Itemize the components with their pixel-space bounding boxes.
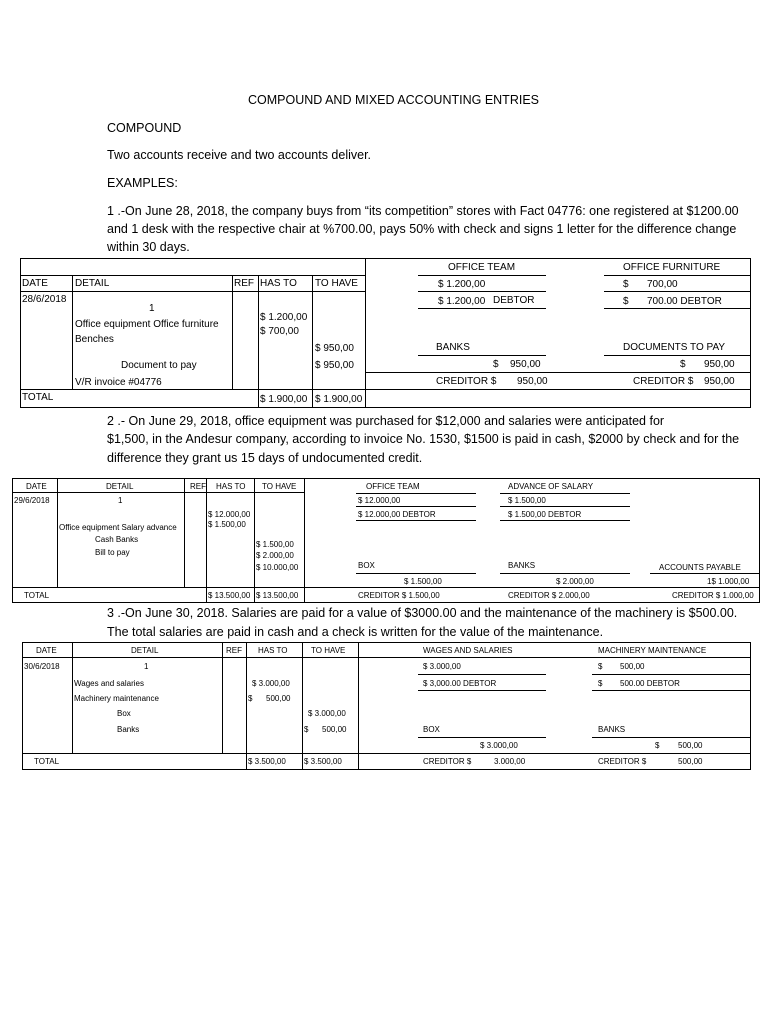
ex1-header-date: DATE bbox=[22, 278, 48, 289]
ex2-account-advance-salary: ADVANCE OF SALARY bbox=[508, 482, 594, 491]
ex3-box-creditor-value: 3.000,00 bbox=[494, 757, 526, 766]
ex3-banks-creditor-value: 500,00 bbox=[678, 757, 703, 766]
ex1-header-ref: REF bbox=[234, 278, 254, 289]
ex1-docs-creditor-value: 950,00 bbox=[704, 376, 735, 387]
ex2-header-to-have: TO HAVE bbox=[262, 482, 297, 491]
ex3-has-to-1: $ 3.000,00 bbox=[252, 679, 290, 688]
ex2-office-team-balance: $ 12.000,00 DEBTOR bbox=[358, 510, 436, 519]
ex2-text-line1: 2 .- On June 29, 2018, office equipment was purchased for $12,000 and salaries were anticipated for bbox=[107, 414, 665, 428]
ex1-furniture-balance: 700.00 DEBTOR bbox=[647, 296, 722, 307]
ex2-to-have-1: $ 1.500,00 bbox=[256, 540, 294, 549]
ex1-office-team-balance: $ 1.200,00 bbox=[438, 296, 486, 307]
ex2-detail-line2: Cash Banks bbox=[95, 535, 139, 544]
ex3-entry-number: 1 bbox=[144, 662, 149, 671]
ex1-banks-creditor-value: 950,00 bbox=[517, 376, 548, 387]
ex3-banks-dollar: $ bbox=[655, 741, 660, 750]
ex3-date: 30/6/2018 bbox=[24, 662, 60, 671]
ex1-account-documents-to-pay: DOCUMENTS TO PAY bbox=[623, 342, 726, 353]
ex3-has-to-2-dollar: $ bbox=[248, 694, 253, 703]
ex2-payable-value: 1$ 1.000,00 bbox=[707, 577, 750, 586]
ex3-maint-value: 500,00 bbox=[620, 662, 645, 671]
ex2-to-have-3: $ 10.000,00 bbox=[256, 563, 299, 572]
ex1-total-to-have: $ 1.900,00 bbox=[315, 394, 363, 405]
ex3-detail-line3: Box bbox=[117, 709, 131, 718]
ex1-detail-line1: Office equipment Office furniture bbox=[75, 319, 219, 330]
ex3-wages-value: $ 3.000,00 bbox=[423, 662, 461, 671]
ex3-account-box: BOX bbox=[423, 725, 440, 734]
ex2-has-to-1: $ 12.000,00 bbox=[208, 510, 251, 519]
ex2-text-line2: $1,500, in the Andesur company, according to invoice No. 1530, $1500 is paid in cash, $2000 by check and for the bbox=[107, 432, 740, 446]
ex1-detail-line4: V/R invoice #04776 bbox=[75, 377, 162, 388]
ex3-detail-line1: Wages and salaries bbox=[74, 679, 144, 688]
ex2-has-to-2: $ 1.500,00 bbox=[208, 520, 246, 529]
ex2-box-value: $ 1.500,00 bbox=[404, 577, 442, 586]
ex2-text-line3: difference they grant us 15 days of undocumented credit. bbox=[107, 451, 423, 465]
ex3-total-has-to: $ 3.500,00 bbox=[248, 757, 286, 766]
ex3-maint-balance: 500.00 DEBTOR bbox=[620, 679, 680, 688]
ex1-docs-dollar: $ bbox=[680, 359, 686, 370]
ex1-to-have-1: $ 950,00 bbox=[315, 343, 354, 354]
ex1-date: 28/6/2018 bbox=[22, 294, 67, 305]
ex3-header-date: DATE bbox=[36, 646, 57, 655]
ex1-has-to-2: $ 700,00 bbox=[260, 326, 299, 337]
ex2-account-accounts-payable: ACCOUNTS PAYABLE bbox=[659, 563, 741, 572]
section-heading: COMPOUND bbox=[107, 121, 182, 135]
ex2-payable-creditor: CREDITOR $ 1.000,00 bbox=[672, 591, 754, 600]
ex2-detail-line3: Bill to pay bbox=[95, 548, 130, 557]
ex1-total-has-to: $ 1.900,00 bbox=[260, 394, 308, 405]
ex1-to-have-2: $ 950,00 bbox=[315, 360, 354, 371]
ex3-maint-dollar1: $ bbox=[598, 662, 603, 671]
ex3-account-machinery-maintenance: MACHINERY MAINTENANCE bbox=[598, 646, 707, 655]
ex2-header-date: DATE bbox=[26, 482, 47, 491]
ex3-to-have-2-dollar: $ bbox=[304, 725, 309, 734]
examples-label: EXAMPLES: bbox=[107, 176, 178, 190]
ex1-header-to-have: TO HAVE bbox=[315, 278, 358, 289]
ex2-total-label: TOTAL bbox=[24, 591, 50, 600]
ex1-docs-creditor: CREDITOR $ bbox=[633, 376, 694, 387]
ex1-header-detail: DETAIL bbox=[75, 278, 110, 289]
ex2-banks-creditor: CREDITOR $ 2.000,00 bbox=[508, 591, 590, 600]
ex3-box-value: $ 3.000,00 bbox=[480, 741, 518, 750]
ex3-total-label: TOTAL bbox=[34, 757, 60, 766]
ex3-detail-line4: Banks bbox=[117, 725, 140, 734]
ex1-banks-dollar: $ bbox=[493, 359, 499, 370]
page-title: COMPOUND AND MIXED ACCOUNTING ENTRIES bbox=[248, 93, 539, 107]
ex2-account-banks: BANKS bbox=[508, 561, 536, 570]
ex2-account-box: BOX bbox=[358, 561, 375, 570]
ex1-banks-value: 950,00 bbox=[510, 359, 541, 370]
ex3-to-have-2: 500,00 bbox=[322, 725, 347, 734]
ex2-advance-value: $ 1.500,00 bbox=[508, 496, 546, 505]
ex1-has-to-1: $ 1.200,00 bbox=[260, 312, 308, 323]
ex3-header-has-to: HAS TO bbox=[258, 646, 288, 655]
ex3-account-wages-salaries: WAGES AND SALARIES bbox=[423, 646, 513, 655]
ex3-to-have-1: $ 3.000,00 bbox=[308, 709, 346, 718]
ex3-header-to-have: TO HAVE bbox=[311, 646, 346, 655]
ex1-text-line1: 1 .-On June 28, 2018, the company buys from “its competition” stores with Fact 04776: one registered at $1200.00 bbox=[107, 204, 739, 218]
ex3-text-line1: 3 .-On June 30, 2018. Salaries are paid for a value of $3000.00 and the maintenance of the machinery is $500.00. bbox=[107, 606, 738, 620]
ex3-detail-line2: Machinery maintenance bbox=[74, 694, 159, 703]
intro-text: Two accounts receive and two accounts deliver. bbox=[107, 148, 372, 162]
ex2-header-detail: DETAIL bbox=[106, 482, 134, 491]
ex1-detail-line3: Document to pay bbox=[121, 360, 197, 371]
ex2-banks-value: $ 2.000,00 bbox=[556, 577, 594, 586]
ex2-entry-number: 1 bbox=[118, 496, 123, 505]
ex2-total-to-have: $ 13.500,00 bbox=[256, 591, 299, 600]
ex3-maint-dollar2: $ bbox=[598, 679, 603, 688]
ex1-furniture-value: 700,00 bbox=[647, 279, 678, 290]
ex2-header-has-to: HAS TO bbox=[216, 482, 246, 491]
ex1-office-team-debtor: DEBTOR bbox=[493, 295, 535, 306]
ex1-detail-line2: Benches bbox=[75, 334, 114, 345]
ex3-total-to-have: $ 3.500,00 bbox=[304, 757, 342, 766]
ex1-entry-number: 1 bbox=[149, 303, 155, 314]
ex1-account-office-team: OFFICE TEAM bbox=[448, 262, 516, 273]
ex1-office-team-value: $ 1.200,00 bbox=[438, 279, 486, 290]
ex1-account-banks: BANKS bbox=[436, 342, 470, 353]
ex1-header-has-to: HAS TO bbox=[260, 278, 297, 289]
ex1-text-line2: and 1 desk with the respective chair at %700.00, pays 50% with check and signs 1 letter for the difference change bbox=[107, 222, 737, 236]
ex2-account-office-team: OFFICE TEAM bbox=[366, 482, 420, 491]
ex1-furniture-dollar2: $ bbox=[623, 296, 629, 307]
ex1-account-office-furniture: OFFICE FURNITURE bbox=[623, 262, 721, 273]
ex3-header-detail: DETAIL bbox=[131, 646, 159, 655]
ex2-total-has-to: $ 13.500,00 bbox=[208, 591, 251, 600]
ex3-banks-value: 500,00 bbox=[678, 741, 703, 750]
ex2-box-creditor: CREDITOR $ 1.500,00 bbox=[358, 591, 440, 600]
ex3-banks-creditor: CREDITOR $ bbox=[598, 757, 647, 766]
ex1-furniture-dollar1: $ bbox=[623, 279, 629, 290]
ex2-office-team-value: $ 12.000,00 bbox=[358, 496, 401, 505]
ex3-box-creditor: CREDITOR $ bbox=[423, 757, 472, 766]
ex3-wages-balance: $ 3,000.00 DEBTOR bbox=[423, 679, 497, 688]
ex2-date: 29/6/2018 bbox=[14, 496, 50, 505]
ex3-header-ref: REF bbox=[226, 646, 242, 655]
ex1-total-label: TOTAL bbox=[22, 392, 54, 403]
ex3-text-line2: The total salaries are paid in cash and a check is written for the value of the maintenance. bbox=[107, 625, 604, 639]
ex2-header-ref: REF bbox=[190, 482, 206, 491]
ex1-text-line3: within 30 days. bbox=[107, 240, 190, 254]
ex2-to-have-2: $ 2.000,00 bbox=[256, 551, 294, 560]
ex3-account-banks: BANKS bbox=[598, 725, 626, 734]
ex1-banks-creditor: CREDITOR $ bbox=[436, 376, 497, 387]
ex2-advance-balance: $ 1.500,00 DEBTOR bbox=[508, 510, 582, 519]
ex1-docs-value: 950,00 bbox=[704, 359, 735, 370]
ex2-detail-line1: Office equipment Salary advance bbox=[59, 523, 177, 532]
ex3-has-to-2: 500,00 bbox=[266, 694, 291, 703]
